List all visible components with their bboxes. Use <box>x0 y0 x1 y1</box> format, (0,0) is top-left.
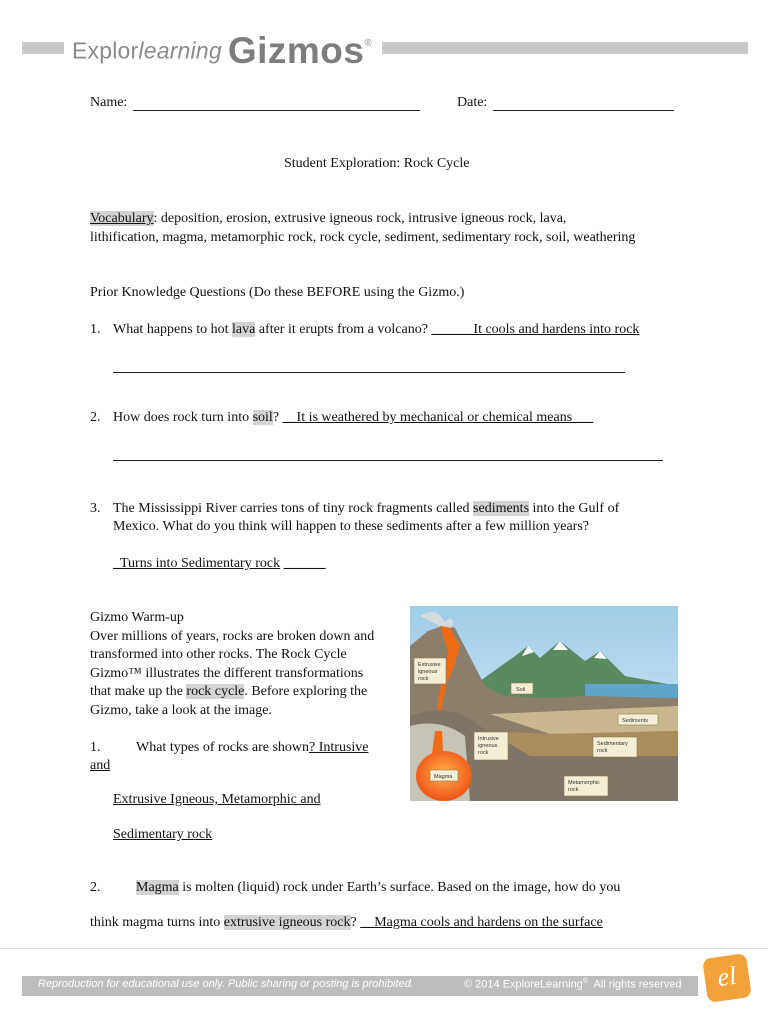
svg-text:rock: rock <box>597 748 608 754</box>
warmup-text-5: Gizmo, take a look at the image. <box>90 703 272 718</box>
name-field[interactable] <box>133 110 420 111</box>
label-magma: Magma <box>434 774 453 780</box>
label-sediments: Sediments <box>622 718 648 724</box>
q2-text: How does rock turn into soil? __It is weathered by mechanical or chemical means___ <box>113 410 594 425</box>
svg-text:igneous: igneous <box>418 669 438 675</box>
svg-text:rock: rock <box>568 787 579 793</box>
date-label: Date: <box>457 95 488 110</box>
warmup-q2-answer[interactable]: __Magma cools and hardens on the surface <box>360 915 603 930</box>
q1-text: What happens to hot lava after it erupts from a volcano? ______It cools and hardens into rock <box>113 322 640 337</box>
vocabulary-line-1: Vocabulary: deposition, erosion, extrusive igneous rock, intrusive igneous rock, lava, <box>90 211 567 226</box>
warmup-heading: Gizmo Warm-up <box>90 610 184 625</box>
header-bar-right <box>382 42 748 54</box>
warmup-q1-answer-c[interactable]: Extrusive Igneous, Metamorphic and <box>113 792 321 807</box>
name-label: Name: <box>90 95 128 110</box>
warmup-q1-answer-d[interactable]: Sedimentary rock <box>113 827 213 842</box>
q3-text-line-1: The Mississippi River carries tons of tiny rock fragments called sediments into the Gulf of <box>113 501 620 516</box>
footer-separator <box>0 948 768 949</box>
vocabulary-line-2: lithification, magma, metamorphic rock, rock cycle, sediment, sedimentary rock, soil, weathering <box>90 230 636 245</box>
warmup-q1-text: What types of rocks are shown? Intrusive <box>136 740 369 755</box>
warmup-q1-answer-a[interactable]: ? Intrusive <box>309 740 369 755</box>
label-soil: Soil <box>516 687 526 693</box>
warmup-text-4: that make up the rock cycle. Before exploring the <box>90 684 368 699</box>
date-field[interactable] <box>493 110 674 111</box>
explorelearning-gizmos-logo: Explorlearning Gizmos® <box>72 30 372 71</box>
warmup-text-3: Gizmo™ illustrates the different transformations <box>90 666 364 681</box>
label-metamorphic: Metamorphic <box>568 780 600 786</box>
q2-answer-line[interactable] <box>113 460 663 461</box>
warmup-q1-answer-b[interactable]: and <box>90 758 111 773</box>
prior-knowledge-heading: Prior Knowledge Questions (Do these BEFORE using the Gizmo.) <box>90 285 465 300</box>
q2-number: 2. <box>90 410 101 425</box>
warmup-q2-text-2: think magma turns into extrusive igneous rock? __Magma cools and hardens on the surface <box>90 915 603 930</box>
warmup-q1-number: 1. <box>90 740 101 755</box>
q2-answer[interactable]: __It is weathered by mechanical or chemical means___ <box>282 410 594 425</box>
rock-cycle-image <box>410 606 678 801</box>
warmup-q2-text-1: Magma is molten (liquid) rock under Earth’s surface. Based on the image, how do you <box>136 880 621 895</box>
warmup-text-2: transformed into other rocks. The Rock Cycle <box>90 647 347 662</box>
q3-text-line-2: Mexico. What do you think will happen to these sediments after a few million years? <box>113 519 590 534</box>
label-extrusive: Extrusive <box>418 662 441 668</box>
warmup-q2-number: 2. <box>90 880 101 895</box>
vocabulary-label: Vocabulary <box>90 211 154 226</box>
warmup-text-1: Over millions of years, rocks are broken down and <box>90 629 375 644</box>
svg-text:rock: rock <box>418 676 429 682</box>
page-title: Student Exploration: Rock Cycle <box>284 156 470 171</box>
q1-answer[interactable]: ______It cools and hardens into rock <box>431 322 640 337</box>
q1-number: 1. <box>90 322 101 337</box>
q3-number: 3. <box>90 501 101 516</box>
label-sedimentary: Sedimentary <box>597 741 628 747</box>
footer-copyright: © 2014 ExploreLearning® All rights reserved <box>464 978 682 991</box>
header-bar-left <box>22 42 64 54</box>
svg-text:rock: rock <box>478 750 489 756</box>
explorelearning-el-logo: el <box>702 953 752 1003</box>
svg-text:igneous: igneous <box>478 743 498 749</box>
q1-answer-line[interactable] <box>113 372 625 373</box>
label-intrusive: Intrusive <box>478 736 499 742</box>
footer-notice: Reproduction for educational use only. Public sharing or posting is prohibited. <box>38 978 414 990</box>
q3-answer[interactable]: _Turns into Sedimentary rock ______ <box>113 556 326 571</box>
